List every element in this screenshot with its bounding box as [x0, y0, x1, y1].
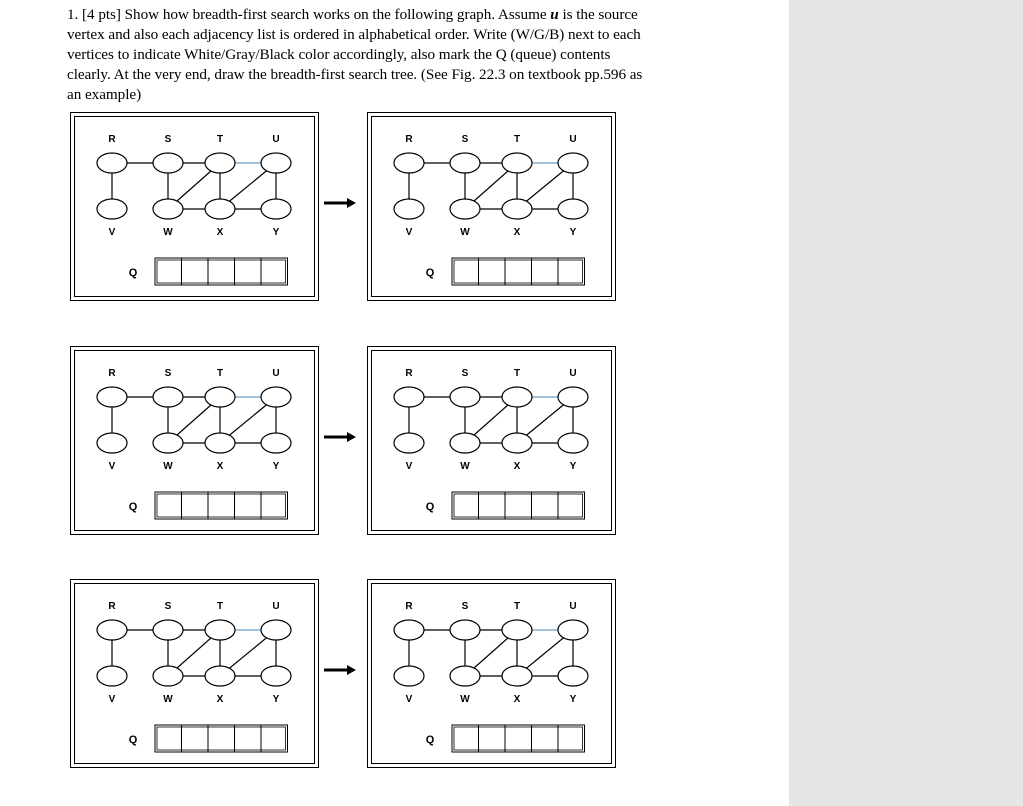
queue-label: Q [128, 734, 138, 746]
vertex-label-s: S [461, 134, 469, 145]
vertex-label-v: V [108, 694, 116, 705]
queue-cell [479, 492, 506, 519]
vertex-v [97, 199, 127, 219]
vertex-x [502, 199, 532, 219]
vertex-y [261, 199, 291, 219]
vertex-t [502, 620, 532, 640]
queue-cell [182, 492, 209, 519]
vertex-label-w: W [460, 694, 470, 705]
queue-cell [155, 258, 182, 285]
queue-cell [208, 492, 235, 519]
vertex-x [205, 666, 235, 686]
vertex-label-t: T [513, 368, 521, 379]
vertex-w [450, 666, 480, 686]
vertex-label-r: R [405, 134, 413, 145]
queue-cell [505, 492, 532, 519]
vertex-label-v: V [108, 461, 116, 472]
vertex-x [502, 433, 532, 453]
vertex-v [97, 433, 127, 453]
vertex-u [261, 153, 291, 173]
vertex-u [558, 387, 588, 407]
vertex-w [153, 199, 183, 219]
queue-cell [558, 258, 585, 285]
vertex-label-s: S [164, 134, 172, 145]
queue-label: Q [425, 267, 435, 279]
graph-drawing [368, 347, 617, 536]
vertex-label-r: R [405, 368, 413, 379]
vertex-label-u: U [272, 134, 280, 145]
graph-panel [70, 579, 319, 768]
vertex-v [394, 433, 424, 453]
queue-cell [532, 258, 559, 285]
vertex-label-t: T [216, 134, 224, 145]
vertex-label-y: Y [569, 227, 577, 238]
question-text [67, 5, 692, 105]
right-arrow-icon [323, 430, 357, 444]
graph-drawing [71, 347, 320, 536]
vertex-label-w: W [460, 227, 470, 238]
vertex-y [261, 433, 291, 453]
queue-cell [479, 725, 506, 752]
question-line-1-tail: is the source [558, 6, 638, 23]
viewer-margin [789, 0, 1023, 806]
graph-panel [367, 346, 616, 535]
vertex-label-s: S [461, 601, 469, 612]
vertex-label-u: U [272, 368, 280, 379]
vertex-label-r: R [108, 134, 116, 145]
vertex-label-w: W [163, 227, 173, 238]
vertex-r [97, 387, 127, 407]
vertex-s [450, 153, 480, 173]
vertex-w [450, 199, 480, 219]
queue-cell [208, 725, 235, 752]
vertex-label-t: T [216, 601, 224, 612]
vertex-s [153, 153, 183, 173]
vertex-label-v: V [405, 461, 413, 472]
queue-label: Q [128, 267, 138, 279]
queue-cell [452, 492, 479, 519]
vertex-s [450, 620, 480, 640]
vertex-u [558, 620, 588, 640]
vertex-v [394, 666, 424, 686]
vertex-label-y: Y [569, 461, 577, 472]
vertex-y [558, 199, 588, 219]
vertex-r [97, 153, 127, 173]
vertex-y [558, 433, 588, 453]
queue-cell [452, 258, 479, 285]
vertex-label-y: Y [272, 461, 280, 472]
vertex-u [261, 387, 291, 407]
vertex-x [502, 666, 532, 686]
queue-cell [235, 725, 262, 752]
graph-drawing [71, 580, 320, 769]
vertex-t [205, 153, 235, 173]
vertex-x [205, 433, 235, 453]
question-line-1-text: 1. [4 pts] Show how breadth-first search works on the following graph. Assume [67, 6, 551, 23]
vertex-v [394, 199, 424, 219]
vertex-label-x: X [513, 227, 521, 238]
vertex-t [205, 387, 235, 407]
queue-label: Q [425, 501, 435, 513]
vertex-y [261, 666, 291, 686]
queue-cell [261, 258, 288, 285]
question-line-1 [67, 5, 692, 25]
vertex-t [205, 620, 235, 640]
graph-drawing [71, 113, 320, 302]
vertex-s [450, 387, 480, 407]
queue-cell [505, 725, 532, 752]
right-arrow-icon [323, 196, 357, 210]
vertex-label-r: R [405, 601, 413, 612]
vertex-w [153, 666, 183, 686]
vertex-s [153, 620, 183, 640]
vertex-r [97, 620, 127, 640]
queue-cell [558, 725, 585, 752]
vertex-label-x: X [216, 461, 224, 472]
queue-cell [182, 725, 209, 752]
vertex-label-r: R [108, 601, 116, 612]
vertex-label-t: T [216, 368, 224, 379]
vertex-t [502, 153, 532, 173]
vertex-label-u: U [272, 601, 280, 612]
graph-panel [70, 346, 319, 535]
vertex-w [450, 433, 480, 453]
queue-cell [452, 725, 479, 752]
vertex-label-x: X [513, 694, 521, 705]
queue-cell [155, 725, 182, 752]
vertex-label-y: Y [272, 227, 280, 238]
vertex-label-x: X [513, 461, 521, 472]
question-line-5: an example) [67, 86, 142, 103]
queue-cell [261, 492, 288, 519]
vertex-label-u: U [569, 368, 577, 379]
queue-label: Q [128, 501, 138, 513]
question-line-3: vertices to indicate White/Gray/Black color accordingly, also mark the Q (queue) contents [67, 46, 611, 63]
vertex-label-s: S [164, 368, 172, 379]
queue-cell [505, 258, 532, 285]
graph-panel [367, 579, 616, 768]
vertex-label-x: X [216, 227, 224, 238]
question-line-2: vertex and also each adjacency list is ordered in alphabetical order. Write (W/G/B) next to each [67, 26, 641, 43]
queue-cell [532, 492, 559, 519]
vertex-label-y: Y [569, 694, 577, 705]
vertex-label-u: U [569, 601, 577, 612]
question-line-4: clearly. At the very end, draw the breadth-first search tree. (See Fig. 22.3 on textbook pp.596 as [67, 66, 643, 83]
right-arrow-icon [323, 663, 357, 677]
queue-label: Q [425, 734, 435, 746]
vertex-label-y: Y [272, 694, 280, 705]
queue-cell [235, 258, 262, 285]
vertex-r [394, 387, 424, 407]
vertex-label-v: V [405, 694, 413, 705]
vertex-label-s: S [461, 368, 469, 379]
vertex-r [394, 620, 424, 640]
vertex-y [558, 666, 588, 686]
graph-panel [367, 112, 616, 301]
queue-cell [261, 725, 288, 752]
queue-cell [479, 258, 506, 285]
queue-cell [558, 492, 585, 519]
queue-cell [235, 492, 262, 519]
graph-drawing [368, 113, 617, 302]
queue-cell [208, 258, 235, 285]
vertex-label-x: X [216, 694, 224, 705]
vertex-r [394, 153, 424, 173]
vertex-label-w: W [163, 461, 173, 472]
vertex-x [205, 199, 235, 219]
vertex-label-w: W [460, 461, 470, 472]
vertex-u [261, 620, 291, 640]
queue-cell [532, 725, 559, 752]
vertex-u [558, 153, 588, 173]
vertex-label-t: T [513, 134, 521, 145]
queue-cell [182, 258, 209, 285]
graph-drawing [368, 580, 617, 769]
vertex-s [153, 387, 183, 407]
source-vertex-variable: u [550, 6, 559, 23]
queue-cell [155, 492, 182, 519]
vertex-v [97, 666, 127, 686]
vertex-label-v: V [108, 227, 116, 238]
vertex-label-t: T [513, 601, 521, 612]
vertex-label-u: U [569, 134, 577, 145]
vertex-label-r: R [108, 368, 116, 379]
vertex-label-s: S [164, 601, 172, 612]
vertex-t [502, 387, 532, 407]
vertex-w [153, 433, 183, 453]
vertex-label-v: V [405, 227, 413, 238]
graph-panel [70, 112, 319, 301]
vertex-label-w: W [163, 694, 173, 705]
